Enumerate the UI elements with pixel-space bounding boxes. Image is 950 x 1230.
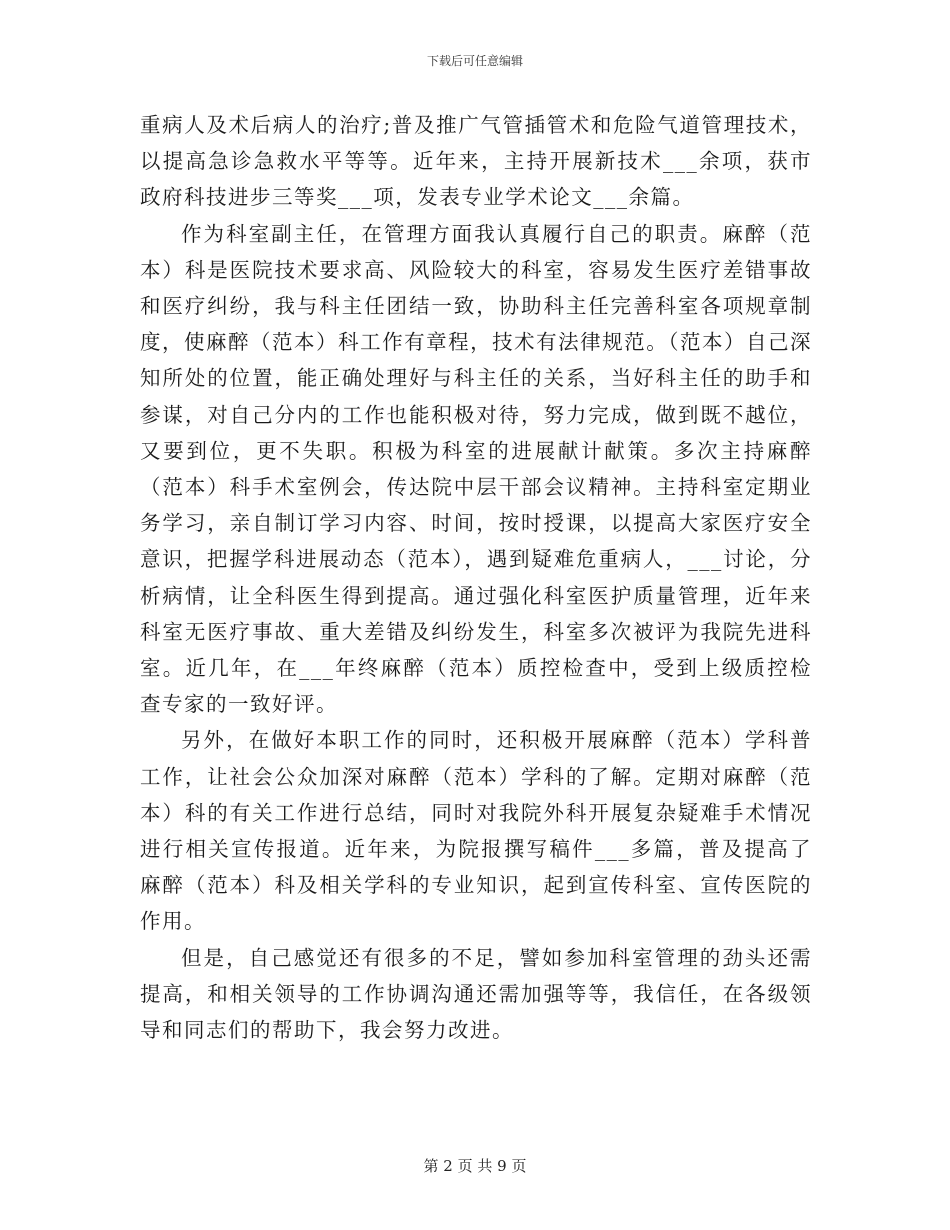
- document-body: [140, 107, 812, 1048]
- page-header: 下载后可任意编辑: [426, 54, 523, 68]
- paragraph-management-duties: 作为科室副主任，在管理方面我认真履行自己的职责。麻醉（范本）科是医院技术要求高、风险较大的科室，容易发生医疗差错事故和医疗纠纷，我与科主任团结一致，协助科主任完善科室各项规章制度，使麻醉（范本）科工作有章程，技术有法律规范。（范本）自己深知所处的位置，能正确处理好与科主任的关系，当好科主任的助手和参谋，对自己分内的工作也能积极对待，努力完成，做到既不越位，又要到位，更不失职。积极为科室的进展献计献策。多次主持麻醉（范本）科手术室例会，传达院中层干部会议精神。主持科室定期业务学习，亲自制订学习内容、时间，按时授课，以提高大家医疗安全意识，把握学科进展动态（范本），遇到疑难危重病人，___讨论，分析病情，让全科医生得到提高。通过强化科室医护质量管理，近年来科室无医疗事故、重大差错及纠纷发生，科室多次被评为我院先进科室。近几年，在___年终麻醉（范本）质控检查中，受到上级质控检查专家的一致好评。: [140, 221, 812, 717]
- paragraph-science-outreach: 另外，在做好本职工作的同时，还积极开展麻醉（范本）学科普工作，让社会公众加深对麻醉（范本）学科的了解。定期对麻醉（范本）科的有关工作进行总结，同时对我院外科开展复杂疑难手术情况进行相关宣传报道。近年来，为院报撰写稿件___多篇，普及提高了麻醉（范本）科及相关学科的专业知识，起到宣传科室、宣传医院的作用。: [140, 728, 812, 934]
- paragraph-shortcomings: 但是，自己感觉还有很多的不足，譬如参加科室管理的劲头还需提高，和相关领导的工作协调沟通还需加强等等，我信任，在各级领导和同志们的帮助下，我会努力改进。: [140, 945, 812, 1043]
- page-number-footer: 第 2 页 共 9 页: [423, 1157, 527, 1175]
- paragraph-continuation: 重病人及术后病人的治疗;普及推广气管插管术和危险气道管理技术，以提高急诊急救水平等等。近年来，主持开展新技术___余项，获市政府科技进步三等奖___项，发表专业学术论文___余篇。: [140, 113, 812, 210]
